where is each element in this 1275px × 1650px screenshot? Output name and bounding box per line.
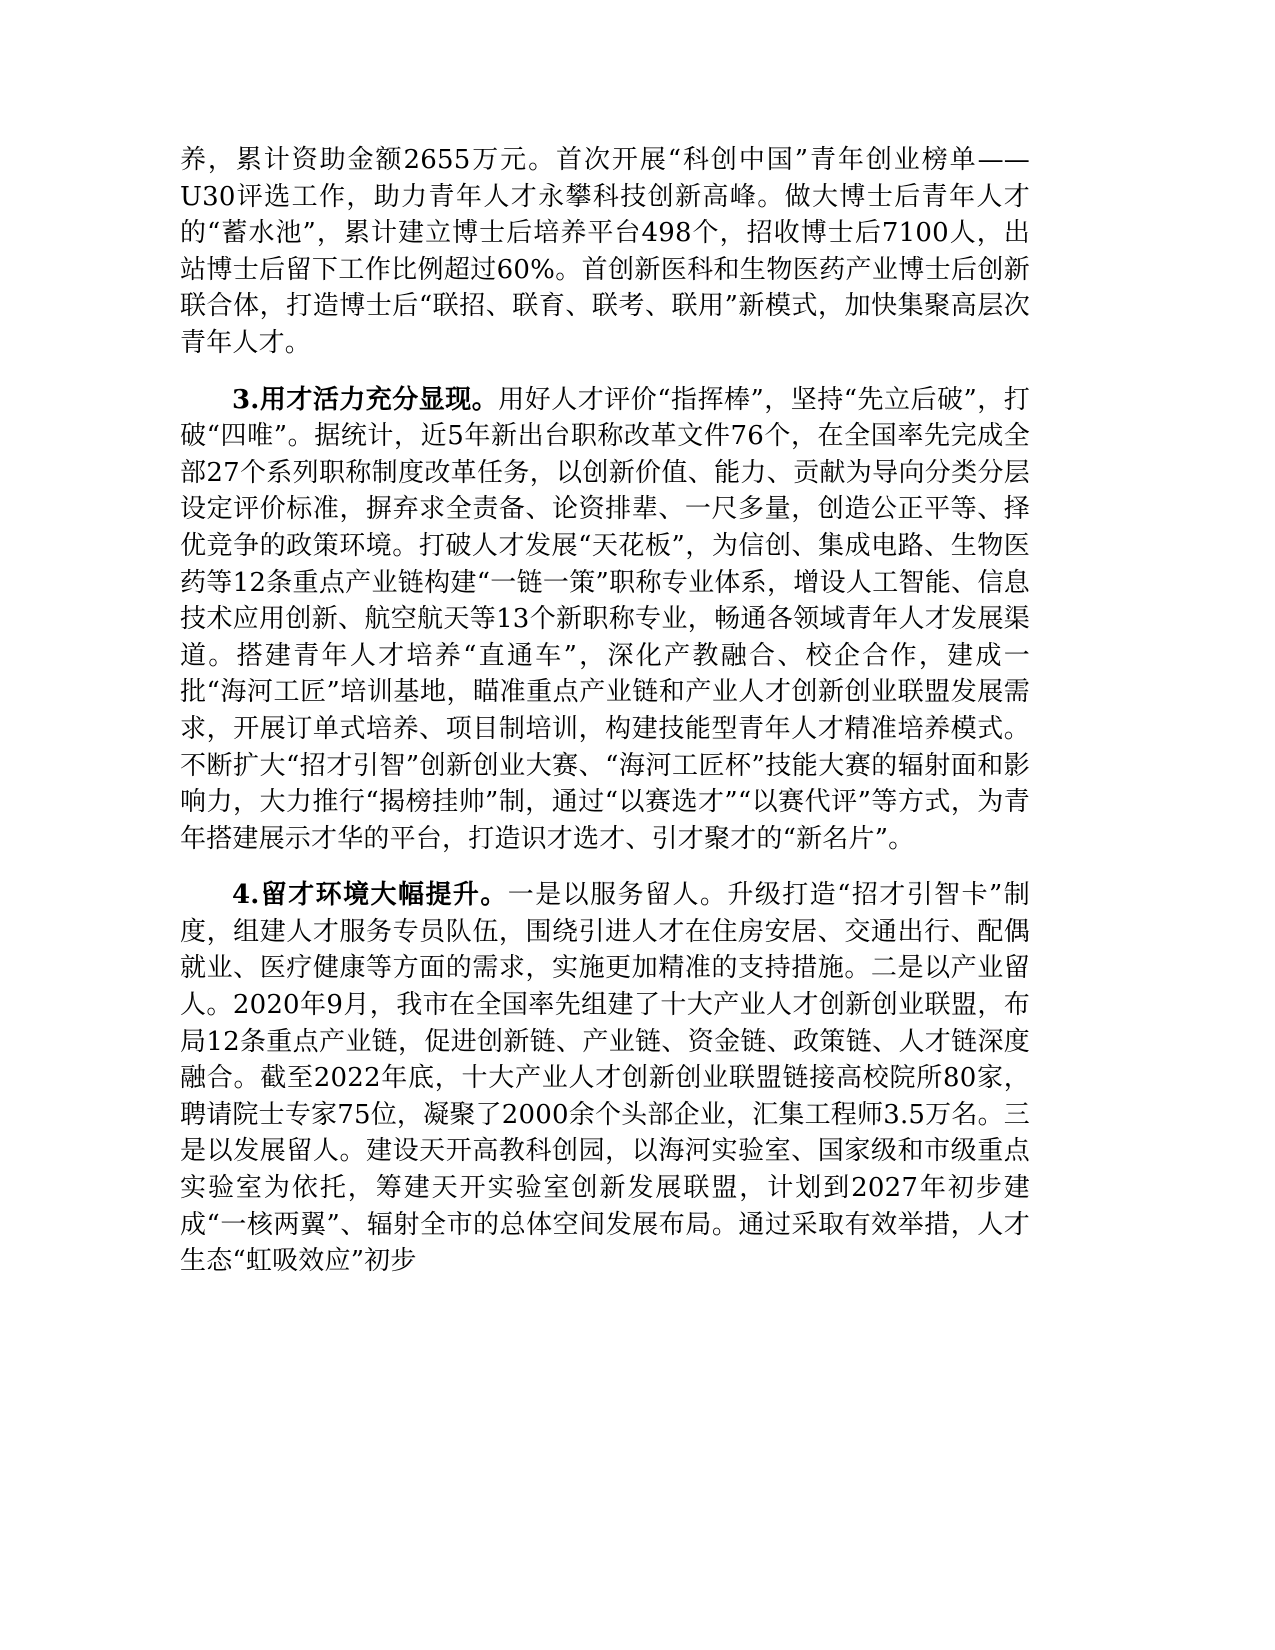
paragraph-talent-use [180, 382, 1030, 858]
document-page [180, 142, 1030, 1280]
paragraph-continuation [180, 142, 1030, 362]
paragraph-text: 用好人才评价“指挥棒”，坚持“先立后破”，打破“四唯”。据统计，近5年新出台职称改革文件76个，在全国率先完成全部27个系列职称制度改革任务，以创新价值、能力、贡献为导向分类分层设定评价标准，摒弃求全责备、论资排辈、一尺多量，创造公正平等、择优竞争的政策环境。打破人才发展“天花板”，为信创、集成电路、生物医药等12条重点产业链构建“一链一策”职称专业体系，增设人工智能、信息技术应用创新、航空航天等13个新职称专业，畅通各领域青年人才发展渠道。搭建青年人才培养“直通车”，深化产教融合、校企合作，建成一批“海河工匠”培训基地，瞄准重点产业链和产业人才创新创业联盟发展需求，开展订单式培养、项目制培训，构建技能型青年人才精准培养模式。不断扩大“招才引智”创新创业大赛、“海河工匠杯”技能大赛的辐射面和影响力，大力推行“揭榜挂帅”制，通过“以赛选才”“以赛代评”等方式，为青年搭建展示才华的平台，打造识才选才、引才聚才的“新名片”。 [180, 384, 1031, 854]
paragraph-text: 一是以服务留人。升级打造“招才引智卡”制度，组建人才服务专员队伍，围绕引进人才在住房安居、交通出行、配偶就业、医疗健康等方面的需求，实施更加精准的支持措施。二是以产业留人。2020年9月，我市在全国率先组建了十大产业人才创新创业联盟，布局12条重点产业链，促进创新链、产业链、资金链、政策链、人才链深度融合。截至2022年底，十大产业人才创新创业联盟链接高校院所80家，聘请院士专家75位，凝聚了2000余个头部企业，汇集工程师3.5万名。三是以发展留人。建设天开高教科创园，以海河实验室、国家级和市级重点实验室为依托，筹建天开实验室创新发展联盟，计划到2027年初步建成“一核两翼”、辐射全市的总体空间发展布局。通过采取有效举措，人才生态“虹吸效应”初步 [180, 880, 1030, 1277]
paragraph-text: 养，累计资助金额2655万元。首次开展“科创中国”青年创业榜单——U30评选工作，助力青年人才永攀科技创新高峰。做大博士后青年人才的“蓄水池”，累计建立博士后培养平台498个，招收博士后7100人，出站博士后留下工作比例超过60%。首创新医科和生物医药产业博士后创新联合体，打造博士后“联招、联育、联考、联用”新模式，加快集聚高层次青年人才。 [180, 145, 1030, 358]
section-heading-talent-retention: 4.留才环境大幅提升。 [232, 880, 508, 911]
section-heading-talent-use: 3.用才活力充分显现。 [232, 384, 499, 415]
paragraph-talent-retention [180, 877, 1030, 1280]
